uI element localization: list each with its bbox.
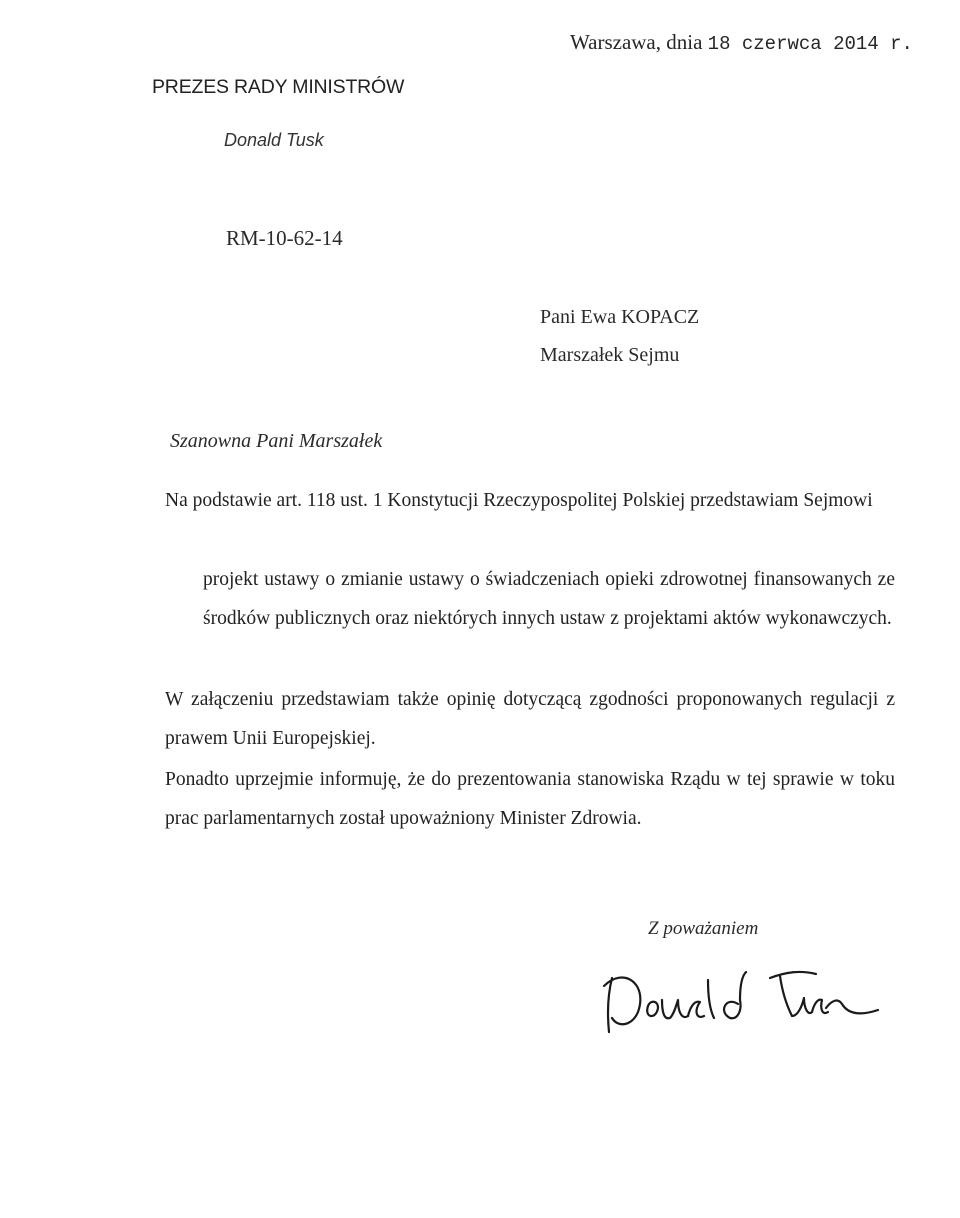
addressee-title: Marszałek Sejmu xyxy=(540,344,680,366)
date-prefix: Warszawa, dnia xyxy=(570,30,708,54)
body-paragraph-1: Na podstawie art. 118 ust. 1 Konstytucji Rzeczypospolitej Polskiej przedstawiam Sejmowi xyxy=(165,490,873,511)
pm-name: Donald Tusk xyxy=(224,130,324,150)
handwritten-signature xyxy=(590,960,890,1042)
date-value: 18 czerwca 2014 r. xyxy=(707,33,913,55)
addressee-name: Pani Ewa KOPACZ xyxy=(540,306,700,328)
body-paragraph-2: projekt ustawy o zmianie ustawy o świadczeniach opieki zdrowotnej finansowanych ze środków publicznych oraz niektórych innych ustaw z projektami aktów wykonawczych. xyxy=(203,569,895,629)
reference-number: RM-10-62-14 xyxy=(226,226,343,250)
office-title: PREZES RADY MINISTRÓW xyxy=(152,76,405,98)
salutation: Szanowna Pani Marszałek xyxy=(170,430,383,452)
addressee-block xyxy=(540,298,699,374)
body-paragraph-3: W załączeniu przedstawiam także opinię dotyczącą zgodności proponowanych regulacji z prawem Unii Europejskiej. xyxy=(165,689,895,749)
closing-phrase: Z poważaniem xyxy=(648,918,759,939)
body-paragraph-4: Ponadto uprzejmie informuję, że do prezentowania stanowiska Rządu w tej sprawie w toku prac parlamentarnych został upoważniony Minister Zdrowia. xyxy=(165,769,895,829)
letter-date xyxy=(570,30,913,55)
